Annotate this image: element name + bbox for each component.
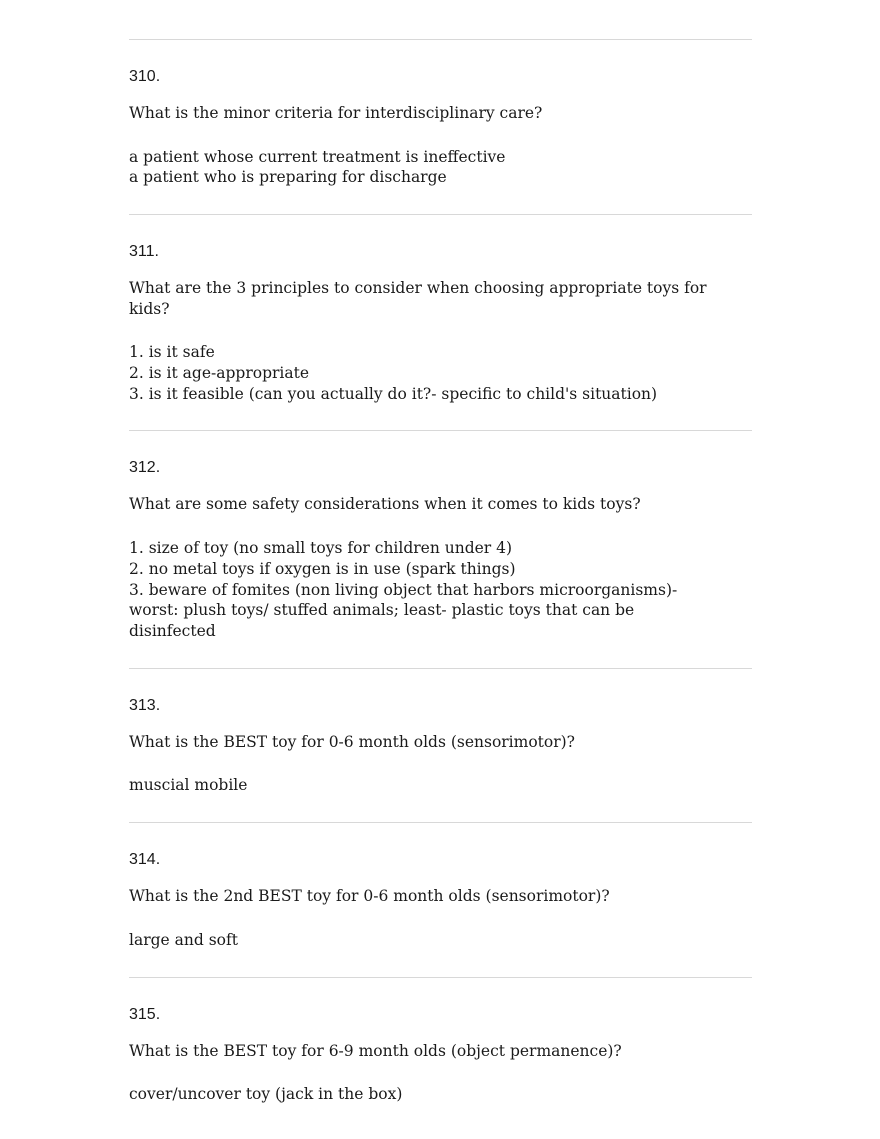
answer-line: a patient who is preparing for discharge bbox=[129, 168, 447, 187]
flashcard-314 bbox=[129, 822, 752, 976]
card-answer bbox=[129, 342, 752, 404]
card-question: What is the BEST toy for 6-9 month olds (object permanence)? bbox=[129, 1041, 622, 1060]
card-question: What is the minor criteria for interdisciplinary care? bbox=[129, 104, 543, 122]
flashcard-315 bbox=[129, 977, 752, 1131]
flashcard-311 bbox=[129, 214, 752, 430]
card-question: What is the 2nd BEST toy for 0-6 month olds (sensorimotor)? bbox=[129, 887, 610, 906]
answer-line: 1. is it safe bbox=[129, 343, 215, 362]
card-number: 310. bbox=[129, 68, 161, 85]
card-answer bbox=[129, 1084, 752, 1105]
answer-line: 1. size of toy (no small toys for children under 4) bbox=[129, 538, 513, 557]
card-number: 314. bbox=[129, 851, 161, 869]
answer-line: cover/uncover toy (jack in the box) bbox=[129, 1085, 403, 1104]
flashcard-312 bbox=[129, 430, 752, 667]
flashcard-310 bbox=[129, 39, 752, 214]
card-number: 313. bbox=[129, 696, 161, 714]
flashcard-313 bbox=[129, 668, 752, 822]
card-answer bbox=[129, 775, 752, 796]
card-question: What are some safety considerations when it comes to kids toys? bbox=[129, 495, 641, 514]
card-answer bbox=[129, 930, 752, 951]
answer-line: disinfected bbox=[129, 622, 216, 641]
answer-line: large and soft bbox=[129, 930, 238, 949]
flashcard-list bbox=[129, 0, 752, 1131]
answer-line: muscial mobile bbox=[129, 776, 248, 795]
answer-line: a patient whose current treatment is ineffective bbox=[129, 147, 506, 166]
answer-line: worst: plush toys/ stuffed animals; least- plastic toys that can be bbox=[129, 601, 635, 620]
card-question: What is the BEST toy for 0-6 month olds (sensorimotor)? bbox=[129, 732, 575, 751]
answer-line: 3. beware of fomites (non living object that harbors microorganisms)- bbox=[129, 580, 678, 599]
card-answer bbox=[129, 538, 752, 642]
answer-line: 3. is it feasible (can you actually do it?- specific to child's situation) bbox=[129, 384, 658, 403]
answer-line: 2. no metal toys if oxygen is in use (spark things) bbox=[129, 559, 516, 578]
card-answer bbox=[129, 147, 752, 189]
answer-line: 2. is it age-appropriate bbox=[129, 363, 309, 382]
card-question: What are the 3 principles to consider when choosing appropriate toys for kids? bbox=[129, 279, 707, 318]
card-number: 311. bbox=[129, 243, 159, 261]
card-number: 312. bbox=[129, 459, 161, 477]
card-number: 315. bbox=[129, 1005, 161, 1023]
